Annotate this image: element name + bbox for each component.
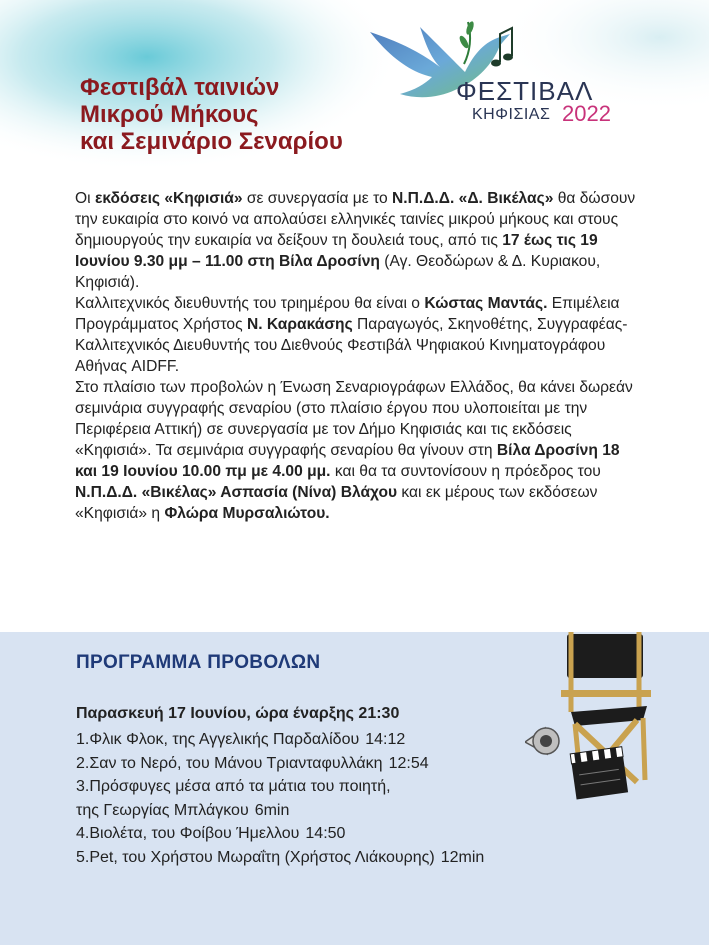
- logo-year: 2022: [562, 101, 611, 126]
- film-duration: 12:54: [388, 754, 429, 772]
- list-item: [76, 775, 484, 799]
- paragraph-publishers: [75, 188, 645, 293]
- text-run: σε συνεργασία με το: [242, 190, 393, 207]
- coordinator-name: Ν.Π.Δ.Δ. «Βικέλας» Ασπασία (Νίνα) Βλάχου: [75, 484, 398, 501]
- title-line-3: και Σεμινάριο Σεναρίου: [80, 128, 343, 155]
- text-run: Οι: [75, 190, 95, 207]
- film-duration: 14:12: [365, 731, 406, 748]
- text-run: Καλλιτεχνικός διευθυντής του τριημέρου θα είναι ο: [75, 295, 425, 312]
- event-dates: 17 έως τις 19 Ιουνίου 9.30 μμ – 11.00 στη Βίλα Δροσίνη: [75, 232, 598, 270]
- megaphone-icon: [525, 728, 559, 754]
- organization-name: Ν.Π.Δ.Δ.: [392, 190, 455, 207]
- film-list: [76, 728, 484, 869]
- coordinator-name: Φλώρα Μυρσαλιώτου.: [164, 505, 330, 522]
- text-run: Στο πλαίσιο των προβολών η Ένωση Σεναριογράφων Ελλάδος, θα κάνει δωρεάν σεμινάρια συγγραφής σεναρίου (στο πλαίσιο έργου που υλοποιείται με την Περιφέρεια Αττική) σε συνεργασία με τον Δήμο Κηφισιάς και τις εκδόσεις «Κηφισιά». Τα σεμινάρια συγγραφής σεναρίου θα γίνουν στη: [75, 379, 633, 459]
- program-panel: [0, 632, 709, 945]
- text-run: και θα τα συντονίσουν η πρόεδρος του: [330, 463, 601, 480]
- film-duration: 14:50: [305, 825, 346, 842]
- organization-name: «Δ. Βικέλας»: [458, 190, 554, 207]
- film-title: 5.Pet, του Χρήστου Μωραΐτη (Χρήστος Λιάκουρης): [76, 848, 435, 866]
- film-duration: 6min: [254, 801, 290, 819]
- list-item: [76, 728, 484, 752]
- film-title: 3.Πρόσφυγες μέσα από τα μάτια του ποιητή,: [76, 778, 391, 795]
- curator-name: Ν. Καρακάσης: [246, 316, 353, 333]
- director-name: Κώστας Μαντάς.: [424, 295, 548, 312]
- film-duration: 12min: [440, 848, 485, 866]
- text-run: Παραγωγός, Σκηνοθέτης, Συγγραφέας- Καλλιτεχνικός Διευθυντής του Διεθνούς Φεστιβάλ Ψηφιακού Κινηματογράφου Αθήνας AIDFF.: [75, 316, 628, 375]
- list-item: [76, 799, 484, 823]
- film-title: 1.Φλικ Φλοκ, της Αγγελικής Παρδαλίδου: [76, 731, 360, 748]
- logo-kifisia-label: ΚΗΦΙΣΙΑΣ: [472, 106, 551, 123]
- film-title: 2.Σαν το Νερό, του Μάνου Τριανταφυλλάκη: [76, 754, 383, 772]
- list-item: [76, 752, 484, 776]
- program-title: ΠΡΟΓΡΑΜΜΑ ΠΡΟΒΟΛΩΝ: [76, 652, 321, 673]
- text-run: και εκ μέρους των εκδόσεων «Κηφισιά» η: [75, 484, 598, 522]
- title-line-1: Φεστιβάλ ταινιών: [80, 74, 280, 101]
- list-item: [76, 846, 484, 870]
- day-heading: Παρασκευή 17 Ιουνίου, ώρα έναρξης 21:30: [76, 705, 400, 722]
- page-title: [80, 74, 343, 155]
- list-item: [76, 822, 484, 846]
- logo-festival-label: ΦΕΣΤΙΒΑΛ: [456, 76, 594, 106]
- film-title: της Γεωργίας Μπλάγκου: [76, 801, 249, 819]
- clapperboard-icon: [570, 747, 628, 800]
- title-line-2: Μικρού Μήκους: [80, 101, 259, 128]
- seminar-dates: Βίλα Δροσίνη 18 και 19 Ιουνίου 10.00 πμ με 4.00 μμ.: [75, 442, 620, 480]
- paragraph-director: [75, 293, 645, 377]
- text-run: Επιμέλεια Προγράμματος Χρήστος: [75, 295, 620, 333]
- film-title: 4.Βιολέτα, του Φοίβου Ήμελλου: [76, 825, 300, 842]
- text-run: θα δώσουν την ευκαιρία στο κοινό να απολαύσει ελληνικές ταινίες μικρού μήκους και στους δημιουργούς την ευκαιρία να δείξουν τη δουλειά τους, από τις: [75, 190, 636, 249]
- director-chair-icon: [525, 632, 685, 812]
- paragraph-seminars: [75, 377, 645, 524]
- text-run: (Αγ. Θεοδώρων & Δ. Κυριακου, Κηφισιά).: [75, 253, 601, 291]
- publisher-name: εκδόσεις «Κηφισιά»: [94, 190, 243, 207]
- announcement-body: [75, 188, 645, 524]
